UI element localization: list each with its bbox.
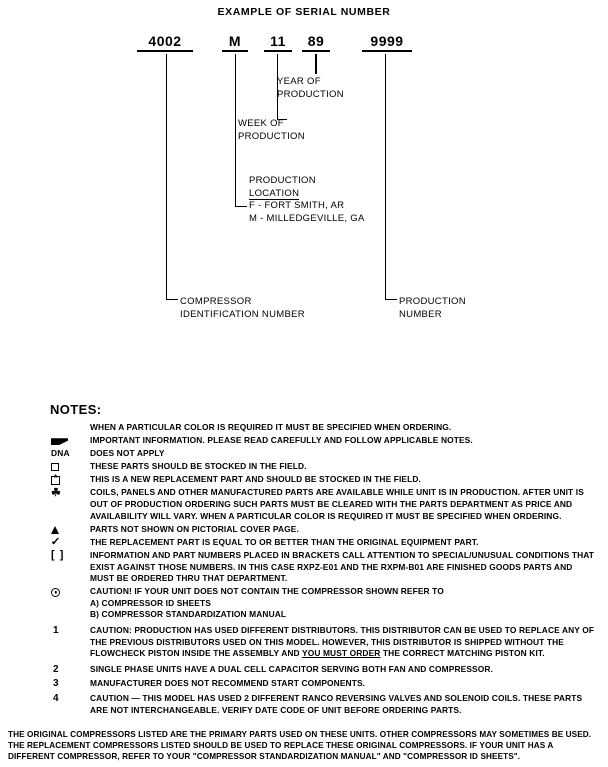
square-star-icon — [51, 476, 60, 485]
note-symbol-square — [50, 461, 90, 473]
note-text: IMPORTANT INFORMATION. PLEASE READ CAREFULLY AND FOLLOW APPLICABLE NOTES. — [90, 435, 473, 446]
brackets-icon: [ ] — [51, 548, 65, 561]
note-subitem-b: B) COMPRESSOR STANDARDIZATION MANUAL — [90, 609, 287, 620]
notes-heading: NOTES: — [50, 402, 102, 417]
callout-compressor-line1: COMPRESSOR — [180, 296, 252, 307]
note-symbol-number-3: 3 — [53, 678, 59, 690]
note-symbol-check — [50, 537, 90, 549]
note-item — [50, 487, 595, 522]
callout-production-line2: NUMBER — [399, 308, 442, 320]
leader-line-compressor-id — [166, 54, 167, 299]
note-item — [50, 435, 595, 447]
callout-location-line4: M - MILLEDGEVILLE, GA — [249, 212, 365, 224]
note-item — [50, 448, 595, 460]
callout-production-number — [399, 296, 466, 321]
callout-production-location — [249, 175, 365, 225]
callout-location-line2-text: LOCATION — [249, 187, 300, 199]
note-text: THESE PARTS SHOULD BE STOCKED IN THE FIELD. — [90, 461, 307, 472]
note-symbol-square-star — [50, 474, 90, 486]
note-text-after: THE CORRECT MATCHING PISTON KIT. — [380, 648, 545, 659]
page-title: EXAMPLE OF SERIAL NUMBER — [217, 6, 391, 18]
note-subitem-a: A) COMPRESSOR ID SHEETS — [90, 597, 211, 608]
note-text-underlined: YOU MUST ORDER — [302, 648, 381, 659]
callout-location-line1: PRODUCTION — [249, 175, 316, 186]
note-item — [50, 422, 595, 434]
note-text — [90, 625, 595, 660]
note-text: WHEN A PARTICULAR COLOR IS REQUIRED IT MUST BE SPECIFIED WHEN ORDERING. — [90, 422, 452, 432]
serial-segment-week: 11 — [264, 33, 292, 52]
note-text: INFORMATION AND PART NUMBERS PLACED IN BRACKETS CALL ATTENTION TO SPECIAL/UNUSUAL CONDITIONS THAT EXIST AGAINST THOSE NUMBERS. IN THIS CASE RXPZ-E01 AND THE RXPM-B01 ARE FINISHED GOODS PARTS AND MUST BE ORDERED THRU THAT DEPARTMENT. — [90, 549, 595, 584]
leader-line-production-location — [235, 54, 236, 206]
callout-year-line2: PRODUCTION — [277, 88, 344, 100]
leader-line-year — [315, 54, 317, 74]
circle-dot-icon — [51, 588, 60, 597]
note-text: COILS, PANELS AND OTHER MANUFACTURED PARTS ARE AVAILABLE WHILE UNIT IS IN PRODUCTION. AFTER UNIT IS OUT OF PRODUCTION ORDERING SUCH PARTS MUST BE CLEARED WITH THE PARTS DEPARTMENT AS PRICE AND AVAILABILITY WILL VARY. WHEN A PARTICULAR COLOR IS REQUIRED IT MUST BE SPECIFIED WHEN ORDERING. — [90, 487, 584, 521]
notes-section — [50, 402, 595, 718]
callout-compressor-line2: IDENTIFICATION NUMBER — [180, 308, 305, 320]
note-symbol-triangle — [50, 524, 90, 536]
callout-location-line2 — [249, 188, 365, 201]
square-icon — [51, 463, 59, 471]
serial-number-diagram — [0, 0, 608, 345]
note-symbol-number-1: 1 — [53, 625, 59, 636]
flag-icon — [51, 438, 68, 445]
note-item — [50, 693, 595, 716]
note-text — [90, 586, 595, 621]
note-symbol-number-2: 2 — [53, 663, 59, 675]
leader-line-production-number — [385, 54, 386, 299]
callout-production-line1: PRODUCTION — [399, 296, 466, 307]
callout-week-line1: WEEK OF — [238, 118, 284, 129]
note-text: PARTS NOT SHOWN ON PICTORIAL COVER PAGE. — [90, 523, 299, 534]
leader-elbow-production-location — [235, 206, 247, 207]
serial-segment-compressor-id: 4002 — [137, 33, 193, 52]
leader-elbow-production-number — [385, 299, 397, 300]
note-item — [50, 664, 595, 676]
footer-note: THE ORIGINAL COMPRESSORS LISTED ARE THE PRIMARY PARTS USED ON THESE UNITS. OTHER COMPRESSORS MAY SOMETIMES BE USED. THE REPLACEMENT COMPRESSORS LISTED SHOULD BE USED TO REPLACE THESE ORIGINAL COMPRESSORS. IF YOUR UNIT HAS A DIFFERENT COMPRESSOR, REFER TO YOUR "COMPRESSOR STANDARDIZATION MANUAL" AND "COMPRESSOR ID SHEETS". — [8, 730, 592, 762]
note-item — [50, 461, 595, 473]
note-symbol-club — [50, 487, 90, 499]
callout-year-line1: YEAR OF — [277, 76, 321, 87]
serial-segment-production-number: 9999 — [362, 33, 412, 52]
club-icon: ☘ — [51, 486, 61, 499]
note-item — [50, 474, 595, 486]
note-item — [50, 550, 595, 585]
callout-location-line3: F - FORT SMITH, AR — [249, 200, 345, 211]
note-symbol-flag — [50, 435, 90, 447]
note-text-before: CAUTION: PRODUCTION HAS USED DIFFERENT DISTRIBUTORS. THIS DISTRIBUTOR CAN BE USED TO REPLACE ANY OF THE PREVIOUS DISTRIBUTORS USED ON THIS MODEL. HOWEVER, THIS DISTRIBUTOR IS SHIPPED WITHOUT THE FLOWCHECK PISTON INSIDE THE ASSEMBLY AND — [90, 625, 595, 659]
callout-year-of-production — [277, 76, 344, 101]
note-item — [50, 586, 595, 621]
serial-segment-year: 89 — [302, 33, 330, 52]
note-text: THE REPLACEMENT PART IS EQUAL TO OR BETTER THAN THE ORIGINAL EQUIPMENT PART. — [90, 536, 479, 547]
note-text: MANUFACTURER DOES NOT RECOMMEND START COMPONENTS. — [90, 678, 366, 689]
note-symbol-number-4: 4 — [53, 692, 59, 704]
note-text: SINGLE PHASE UNITS HAVE A DUAL CELL CAPACITOR SERVING BOTH FAN AND COMPRESSOR. — [90, 663, 494, 674]
note-item — [50, 678, 595, 690]
note-symbol-dna: DNA — [51, 448, 70, 459]
callout-compressor-identification-number — [180, 296, 305, 321]
leader-elbow-compressor-id — [166, 299, 178, 300]
note-item — [50, 625, 595, 660]
callout-week-of-production — [238, 118, 305, 143]
note-item — [50, 524, 595, 536]
note-text: DOES NOT APPLY — [90, 448, 165, 459]
callout-week-line2: PRODUCTION — [238, 130, 305, 142]
note-item — [50, 537, 595, 549]
triangle-icon — [51, 526, 59, 534]
note-text: CAUTION — THIS MODEL HAS USED 2 DIFFERENT RANCO REVERSING VALVES AND SOLENOID COILS. THESE PARTS ARE NOT INTERCHANGEABLE. VERIFY DATE CODE OF UNIT BEFORE ORDERING PARTS. — [90, 692, 583, 715]
note-text-main: CAUTION! IF YOUR UNIT DOES NOT CONTAIN THE COMPRESSOR SHOWN REFER TO — [90, 586, 444, 597]
note-symbol-brackets — [50, 550, 90, 562]
serial-segment-production-location: M — [222, 33, 248, 52]
check-icon: ✓ — [50, 536, 61, 549]
note-symbol-circle-dot — [50, 586, 90, 598]
note-text: THIS IS A NEW REPLACEMENT PART AND SHOULD BE STOCKED IN THE FIELD. — [90, 474, 421, 485]
